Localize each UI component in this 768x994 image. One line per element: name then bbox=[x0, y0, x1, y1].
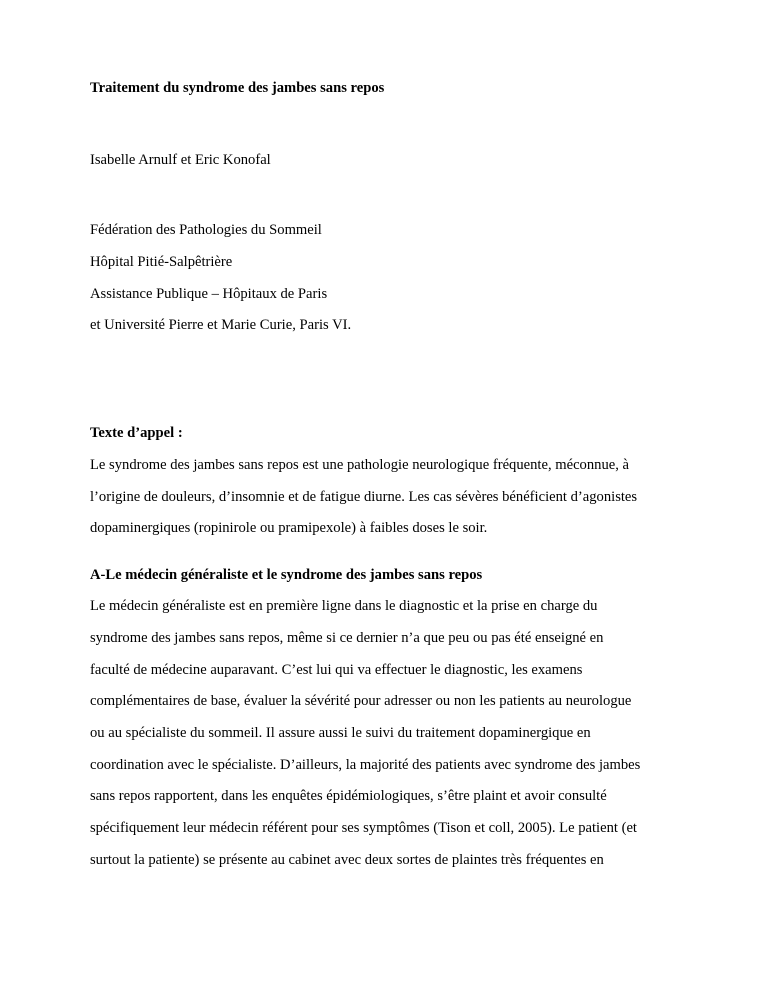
body-line: Le médecin généraliste est en première ligne dans le diagnostic et la prise en charge du bbox=[90, 598, 598, 614]
body-line: coordination avec le spécialiste. D’ailleurs, la majorité des patients avec syndrome des jambes bbox=[90, 757, 641, 773]
body-line: sans repos rapportent, dans les enquêtes épidémiologiques, s’être plaint et avoir consulté bbox=[90, 788, 607, 804]
authors: Isabelle Arnulf et Eric Konofal bbox=[90, 152, 271, 168]
body-line: syndrome des jambes sans repos, même si ce dernier n’a que peu ou pas été enseigné en bbox=[90, 630, 604, 646]
body-line: complémentaires de base, évaluer la sévérité pour adresser ou non les patients au neurologue bbox=[90, 693, 632, 709]
body-line: ou au spécialiste du sommeil. Il assure aussi le suivi du traitement dopaminergique en bbox=[90, 725, 591, 741]
abstract-heading: Texte d’appel : bbox=[90, 425, 183, 441]
body-line: surtout la patiente) se présente au cabinet avec deux sortes de plaintes très fréquentes en bbox=[90, 852, 604, 868]
document-title: Traitement du syndrome des jambes sans repos bbox=[90, 80, 385, 96]
body-line: faculté de médecine auparavant. C’est lui qui va effectuer le diagnostic, les examens bbox=[90, 662, 583, 678]
abstract-line: l’origine de douleurs, d’insomnie et de fatigue diurne. Les cas sévères bénéficient d’agonistes bbox=[90, 489, 638, 505]
body-line: spécifiquement leur médecin référent pour ses symptômes (Tison et coll, 2005). Le patient (et bbox=[90, 820, 637, 836]
section-heading: A-Le médecin généraliste et le syndrome des jambes sans repos bbox=[90, 567, 483, 583]
affiliation-line: Fédération des Pathologies du Sommeil bbox=[90, 222, 322, 238]
abstract-line: Le syndrome des jambes sans repos est une pathologie neurologique fréquente, méconnue, à bbox=[90, 457, 629, 473]
affiliation-line: Assistance Publique – Hôpitaux de Paris bbox=[90, 286, 328, 302]
affiliation-line: Hôpital Pitié-Salpêtrière bbox=[90, 254, 233, 270]
affiliation-line: et Université Pierre et Marie Curie, Paris VI. bbox=[90, 317, 352, 333]
abstract-line: dopaminergiques (ropinirole ou pramipexole) à faibles doses le soir. bbox=[90, 520, 488, 536]
